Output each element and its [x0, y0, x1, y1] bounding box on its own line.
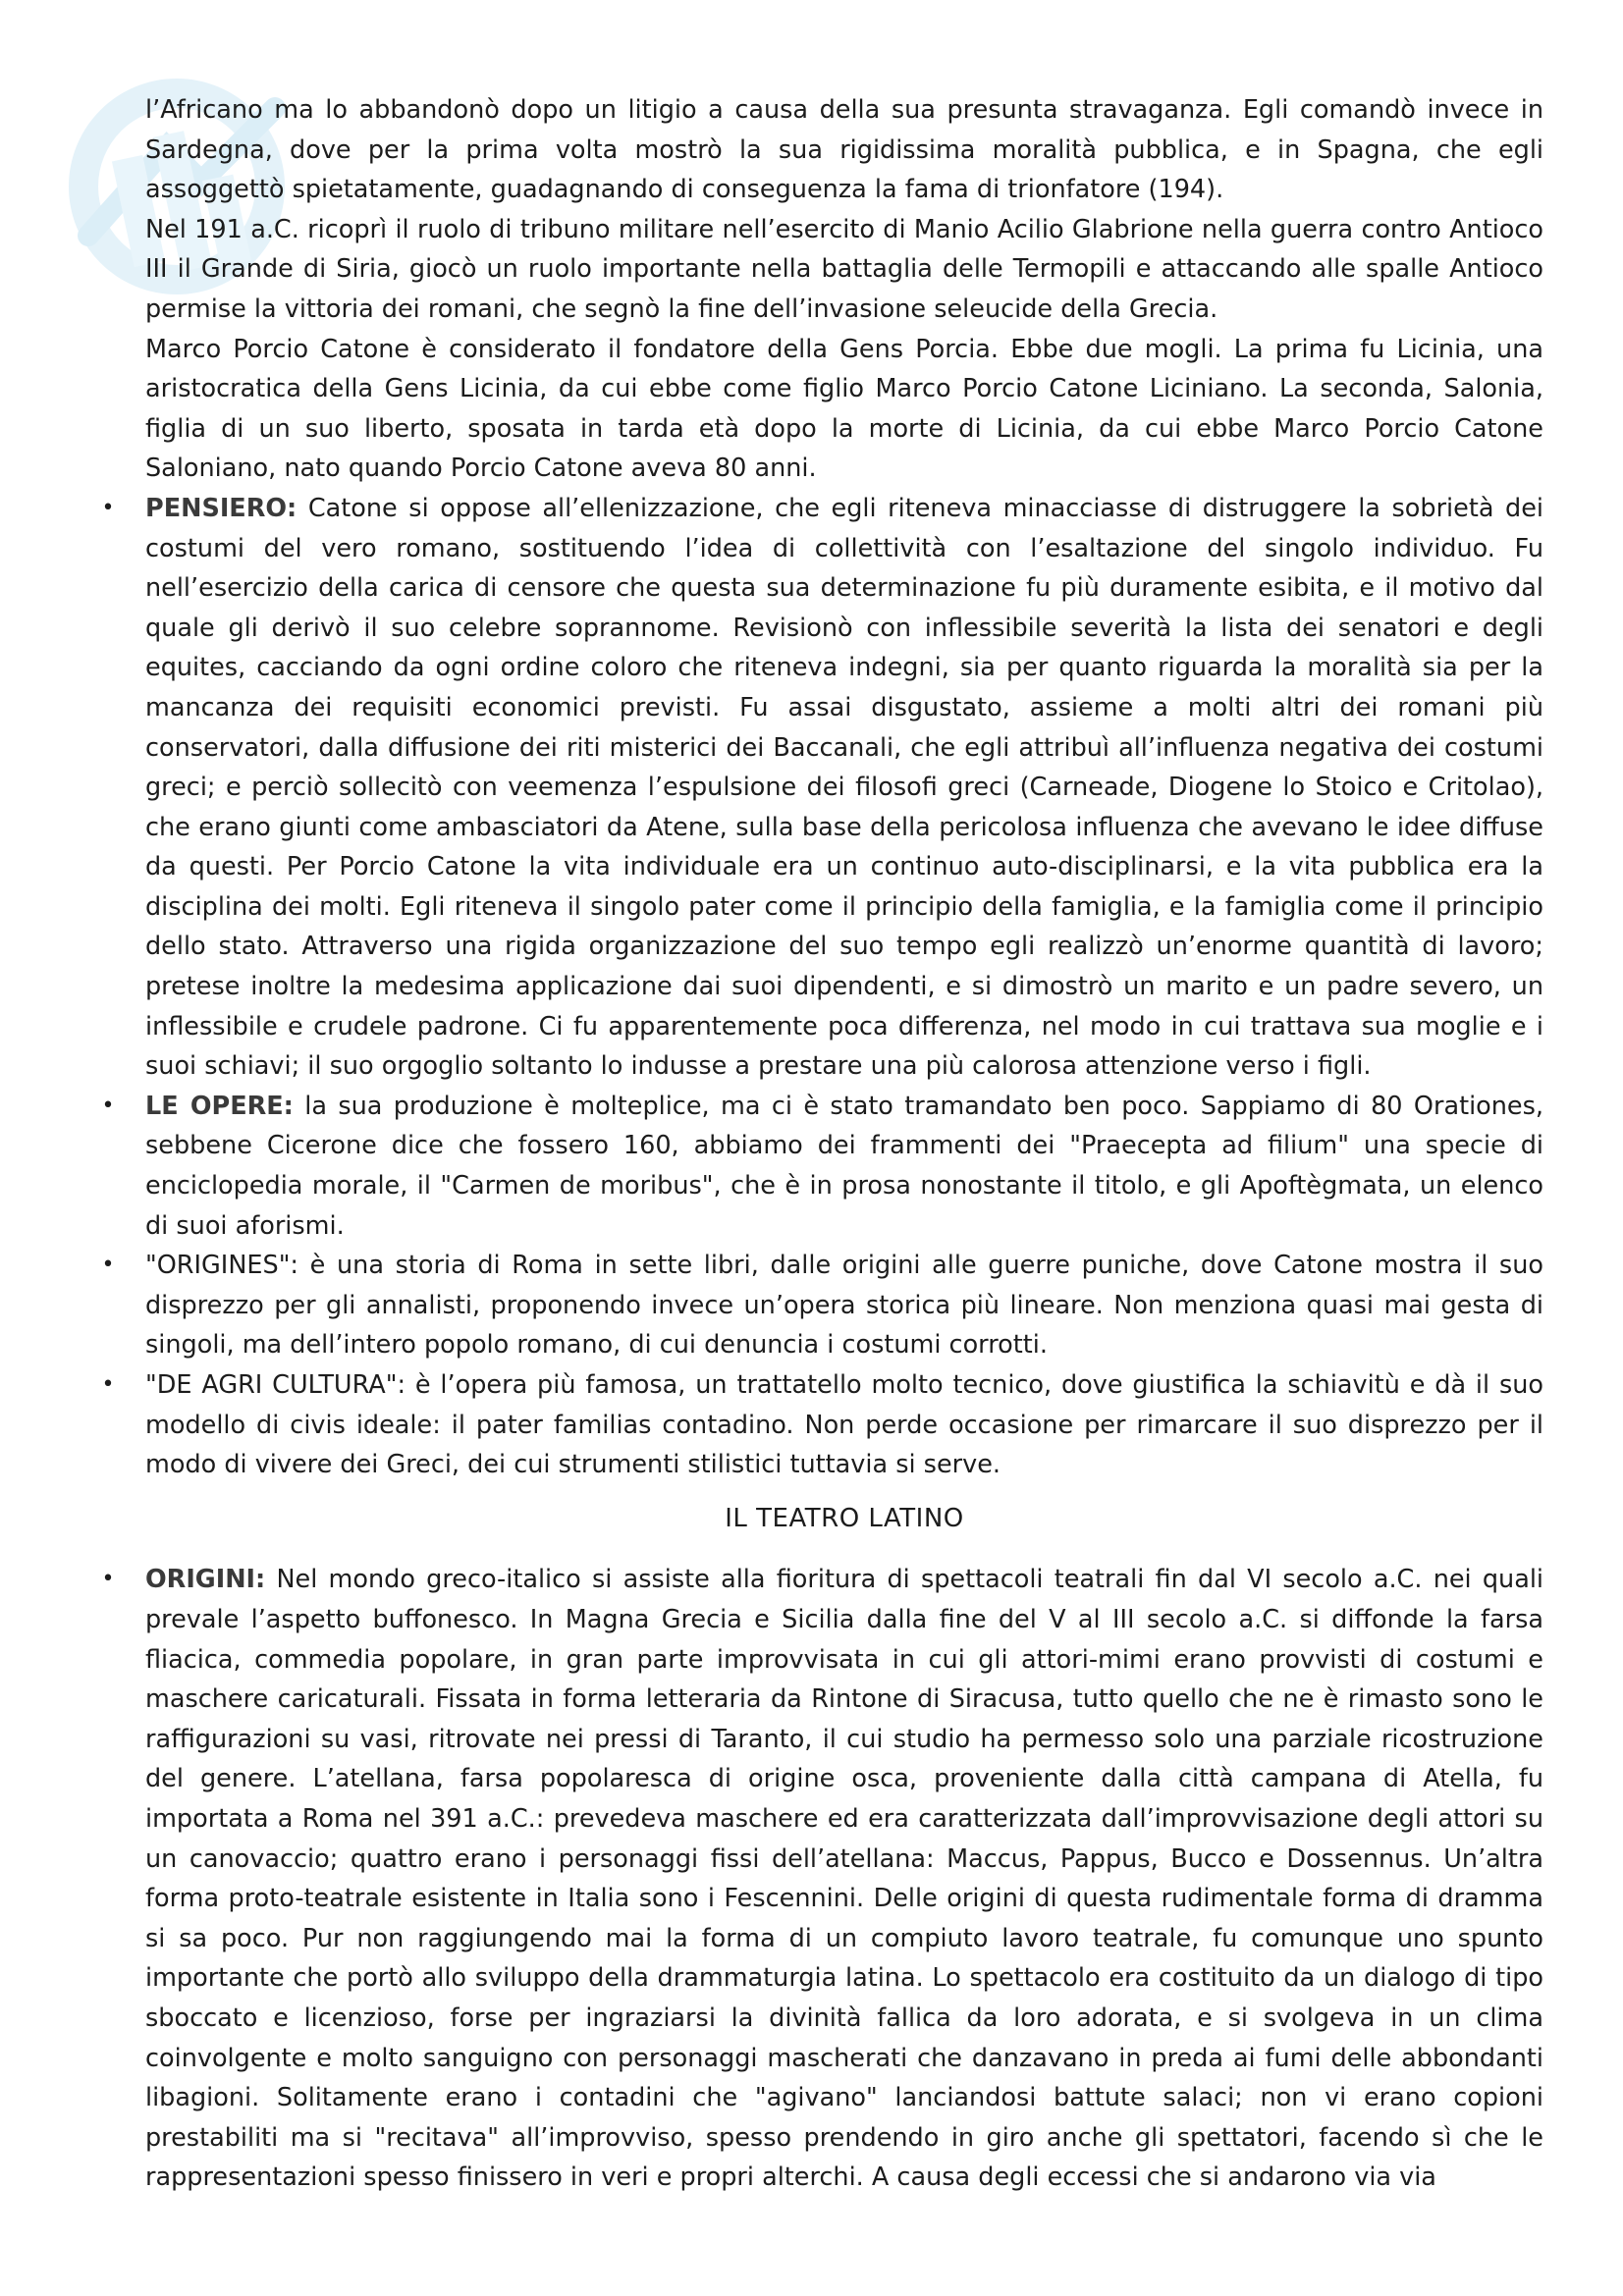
bullet-icon: •	[101, 1567, 115, 1592]
list-item-origini	[101, 1560, 1543, 2198]
paragraph-intro-3: Marco Porcio Catone è considerato il fondatore della Gens Porcia. Ebbe due mogli. La prima fu Licinia, una aristocratica della Gens Licinia, da cui ebbe come figlio Marco Porcio Catone Liciniano. La seconda, Salonia, figlia di un suo liberto, sposata in tarda età dopo la morte di Licinia, da cui ebbe Marco Porcio Catone Saloniano, nato quando Porcio Catone aveva 80 anni.	[145, 334, 1543, 484]
bullet-icon: •	[101, 1253, 115, 1278]
list-item-de-agri-cultura	[101, 1365, 1543, 1485]
list-item-pensiero	[101, 489, 1543, 1087]
item-label: LE OPERE:	[145, 1091, 294, 1121]
bullet-icon: •	[101, 495, 115, 520]
catone-bullet-list	[101, 489, 1543, 1485]
bullet-icon: •	[101, 1093, 115, 1118]
item-text: "ORIGINES": è una storia di Roma in sette libri, dalle origini alle guerre puniche, dove Catone mostra il suo disprezzo per gli annalisti, proponendo invece un’opera storica più lineare. Non menziona quasi mai gesta di singoli, ma dell’intero popolo romano, di cui denuncia i costumi corrotti.	[145, 1251, 1543, 1361]
document-body	[101, 90, 1543, 2198]
item-text: la sua produzione è molteplice, ma ci è stato tramandato ben poco. Sappiamo di 80 Orationes, sebbene Cicerone dice che fossero 160, abbiamo dei frammenti dei "Praecepta ad filium" una specie di enciclopedia morale, il "Carmen de moribus", che è in prosa nonostante il titolo, e gli Apoftègmata, un elenco di suoi aforismi.	[145, 1091, 1543, 1241]
section-title: IL TEATRO LATINO	[725, 1503, 964, 1533]
list-item-origines	[101, 1246, 1543, 1365]
list-item-le-opere	[101, 1087, 1543, 1246]
item-label: PENSIERO:	[145, 493, 298, 523]
item-text: "DE AGRI CULTURA": è l’opera più famosa, un trattatello molto tecnico, dove giustifica la schiavitù e dà il suo modello di civis ideale: il pater familias contadino. Non perde occasione per rimarcare il suo disprezzo per il modo di vivere dei Greci, dei cui strumenti stilistici tuttavia si serve.	[145, 1370, 1543, 1480]
paragraph-intro-2: Nel 191 a.C. ricoprì il ruolo di tribuno militare nell’esercito di Manio Acilio Glabrione nella guerra contro Antioco III il Grande di Siria, giocò un ruolo importante nella battaglia delle Termopili e attaccando alle spalle Antioco permise la vittoria dei romani, che segnò la fine dell’invasione seleucide della Grecia.	[145, 214, 1543, 324]
item-label: ORIGINI:	[145, 1565, 266, 1595]
item-text: Catone si oppose all’ellenizzazione, che egli riteneva minacciasse di distruggere la sobrietà dei costumi del vero romano, sostituendo l’idea di collettività con l’esaltazione del singolo individuo. Fu nell’esercizio della carica di censore che questa sua determinazione fu più duramente esibita, e il motivo dal quale gli derivò il suo celebre soprannome. Revisionò con inflessibile severità la lista dei senatori e degli equites, cacciando da ogni ordine coloro che riteneva indegni, sia per quanto riguarda la moralità sia per la mancanza dei requisiti economici previsti. Fu assai disgustato, assieme a molti altri dei romani più conservatori, dalla diffusione dei riti misterici dei Baccanali, che egli attribuì all’influenza negativa dei costumi greci; e perciò sollecitò con veemenza l’espulsione dei filosofi greci (Carneade, Diogene lo Stoico e Critolao), che erano giunti come ambasciatori da Atene, sulla base della pericolosa influenza che avevano le idee diffuse da questi. Per Porcio Catone la vita individuale era un continuo auto-disciplinarsi, e la vita pubblica era la disciplina dei molti. Egli riteneva il singolo pater come il principio della famiglia, e la famiglia come il principio dello stato. Attraverso una rigida organizzazione del suo tempo egli realizzò un’enorme quantità di lavoro; pretese inoltre la medesima applicazione dai suoi dipendenti, e si dimostrò un marito e un padre severo, un inflessibile e crudele padrone. Ci fu apparentemente poca differenza, nel modo in cui trattava sua moglie e i suoi schiavi; il suo orgoglio soltanto lo indusse a prestare una più calorosa attenzione verso i figli.	[145, 493, 1543, 1082]
paragraph-intro-1: l’Africano ma lo abbandonò dopo un litigio a causa della sua presunta stravaganza. Egli comandò invece in Sardegna, dove per la prima volta mostrò la sua rigidissima moralità pubblica, e in Spagna, che egli assoggettò spietatamente, guadagnando di conseguenza la fama di trionfatore (194).	[145, 95, 1543, 205]
bullet-icon: •	[101, 1372, 115, 1397]
item-text: Nel mondo greco-italico si assiste alla fioritura di spettacoli teatrali fin dal VI secolo a.C. nei quali prevale l’aspetto buffonesco. In Magna Grecia e Sicilia dalla fine del V al III secolo a.C. si diffonde la farsa fliacica, commedia popolare, in gran parte improvvisata in cui gli attori-mimi erano provvisti di costumi e maschere caricaturali. Fissata in forma letteraria da Rintone di Siracusa, tutto quello che ne è rimasto sono le raffigurazioni su vasi, ritrovate nei pressi di Taranto, il cui studio ha permesso solo una parziale ricostruzione del genere. L’atellana, farsa popolaresca di origine osca, proveniente dalla città campana di Atella, fu importata a Roma nel 391 a.C.: prevedeva maschere ed era caratterizzata dall’improvvisazione degli attori su un canovaccio; quattro erano i personaggi fissi dell’atellana: Maccus, Pappus, Bucco e Dossennus. Un’altra forma proto-teatrale esistente in Italia sono i Fescennini. Delle origini di questa rudimentale forma di dramma si sa poco. Pur non raggiungendo mai la forma di un compiuto lavoro teatrale, fu comunque uno spunto importante che portò allo sviluppo della drammaturgia latina. Lo spettacolo era costituito da un dialogo di tipo sboccato e licenzioso, forse per ingraziarsi la divinità fallica da loro adorata, e si svolgeva in un clima coinvolgente e molto sanguigno con personaggi mascherati che danzavano in preda ai fumi delle abbondanti libagioni. Solitamente erano i contadini che "agivano" lanciandosi battute salaci; non vi erano copioni prestabiliti ma si "recitava" all’improvviso, spesso prendendo in giro anche gli spettatori, facendo sì che le rappresentazioni spesso finissero in veri e propri alterchi. A causa degli eccessi che si andarono via via	[145, 1565, 1543, 2193]
teatro-bullet-list	[101, 1560, 1543, 2198]
